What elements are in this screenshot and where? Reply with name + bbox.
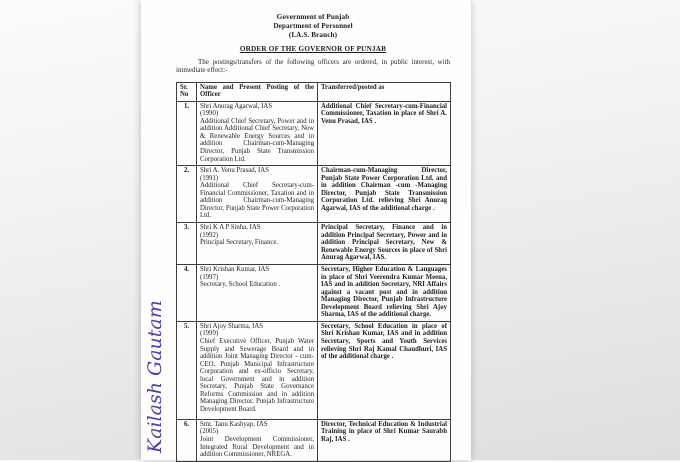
table-row xyxy=(177,419,451,461)
officer-posting-cell xyxy=(197,166,318,223)
officer-present-posting: Principal Secretary, Finance. xyxy=(200,239,279,247)
officer-posting-cell xyxy=(197,265,318,322)
transferred-posted-cell: Chairman-cum-Managing Director, Punjab State Power Corporation Ltd. and in addition Chairman -cum -Managing Director, Punjab State Transmission Corporation Ltd. relieving Shri Anurag Agarwal, IAS of the additional charge . xyxy=(318,166,451,223)
officer-batch-year: (1999) xyxy=(200,330,219,338)
officer-posting-cell xyxy=(197,419,318,461)
officer-batch-year: (1997) xyxy=(200,273,219,281)
signature-text: Kailash Gautam xyxy=(144,300,166,453)
col-header-transferred: Transferred/posted as xyxy=(318,82,451,101)
officer-posting-cell xyxy=(197,223,318,265)
table-row xyxy=(177,101,451,165)
officer-posting-cell xyxy=(197,101,318,165)
table-header-row xyxy=(177,82,451,101)
officer-present-posting: Additional Chief Secretary-cum-Financial Commissioner, Taxation and in addition Chairman-cum-Managing Director, Punjab State Power Corporation Ltd. xyxy=(200,182,314,220)
col-header-name-posting: Name and Present Posting of the Officer xyxy=(197,82,318,101)
officer-batch-year: (1991) xyxy=(200,174,219,182)
org-name: Government of Punjab xyxy=(276,13,350,21)
table-row xyxy=(177,265,451,322)
officer-name: Shri Ajoy Sharma, IAS xyxy=(200,322,264,330)
officer-name: Shri A. Venu Prasad, IAS xyxy=(200,167,269,175)
officer-name: Shri K A P Sinha, IAS xyxy=(200,224,261,232)
intro-paragraph: The postings/transfers of the following officers are ordered, in public interest, with immediate effect:- xyxy=(176,58,450,74)
sr-no-cell: 5. xyxy=(177,321,197,419)
table-row xyxy=(177,166,451,223)
transferred-posted-cell: Secretary, School Education in place of Shri Krishan Kumar, IAS and in addition Secretary, Sports and Youth Services relieving Shri Raj Kamal Chaudhuri, IAS of the additional charge . xyxy=(318,321,451,419)
sr-no-cell: 4. xyxy=(177,265,197,322)
officer-batch-year: (2005) xyxy=(200,428,219,436)
sr-no-cell: 1. xyxy=(177,101,197,165)
table-row xyxy=(177,223,451,265)
transferred-posted-cell: Principal Secretary, Finance and in addition Principal Secretary, Power and in addition Principal Secretary, New & Renewable Energy Sources in place of Shri Anurag Agarwal, IAS. xyxy=(318,223,451,265)
transfer-order-table xyxy=(176,82,451,462)
officer-present-posting: Chief Executive Officer, Punjab Water Supply and Sewerage Board and in addition Joint Managing Director - cum- CEO, Punjab Municipal Infrastructure Corporation and ex-officio Secretary, local Government and in addition Secretary, Punjab State Governance Reforms Commission and in addition Managing Director, Punjab Infrastructure Development Board. xyxy=(200,337,314,413)
document-page xyxy=(141,0,471,460)
officer-batch-year: (1992) xyxy=(200,231,219,239)
col-header-sr-no: Sr. No xyxy=(177,82,197,101)
sr-no-cell: 3. xyxy=(177,223,197,265)
sr-no-cell: 2. xyxy=(177,166,197,223)
officer-name: Smt. Tanu Kashyap, IAS xyxy=(200,420,268,428)
officer-posting-cell xyxy=(197,321,318,419)
officer-batch-year: (1990) xyxy=(200,110,219,118)
document-content xyxy=(176,13,450,462)
handwritten-signature xyxy=(123,298,183,460)
officer-present-posting: Secretary, School Education . xyxy=(200,281,281,289)
org-branch: (I.A.S. Branch) xyxy=(288,31,338,39)
sr-no-cell: 6. xyxy=(177,419,197,461)
order-title: ORDER OF THE GOVERNOR OF PUNJAB xyxy=(239,45,387,53)
table-row xyxy=(177,321,451,419)
officer-name: Shri Anurag Agarwal, IAS xyxy=(200,102,273,110)
transferred-posted-cell: Additional Chief Secretary-cum-Financial Commissioner, Taxation in place of Shri A. Venu Prasad, IAS . xyxy=(318,101,451,165)
officer-present-posting: Joint Development Commissioner, Integrated Rural Development and in addition Commissioner, NREGA. xyxy=(200,435,314,459)
transferred-posted-cell: Secretary, Higher Education & Languages in place of Shri Veerendra Kumar Meena, IAS and in addition Secretary, NRI Affairs against a vacant post and in addition Managing Director, Punjab Infrastructure Development Board relieving Shri Ajoy Sharma, IAS of the additional charge. xyxy=(318,265,451,322)
officer-present-posting: Additional Chief Secretary, Power and in addition Additional Chief Secretary, New & Renewable Energy Sources and in addition Chairman-cum-Managing Director, Punjab State Transmission Corporation Ltd. xyxy=(200,117,314,163)
officer-name: Shri Krishan Kumar, IAS xyxy=(200,266,270,274)
transferred-posted-cell: Director, Technical Education & Industrial Training in place of Shri Kumar Saurabh Raj, IAS . xyxy=(318,419,451,461)
org-department: Department of Personnel xyxy=(273,22,353,30)
